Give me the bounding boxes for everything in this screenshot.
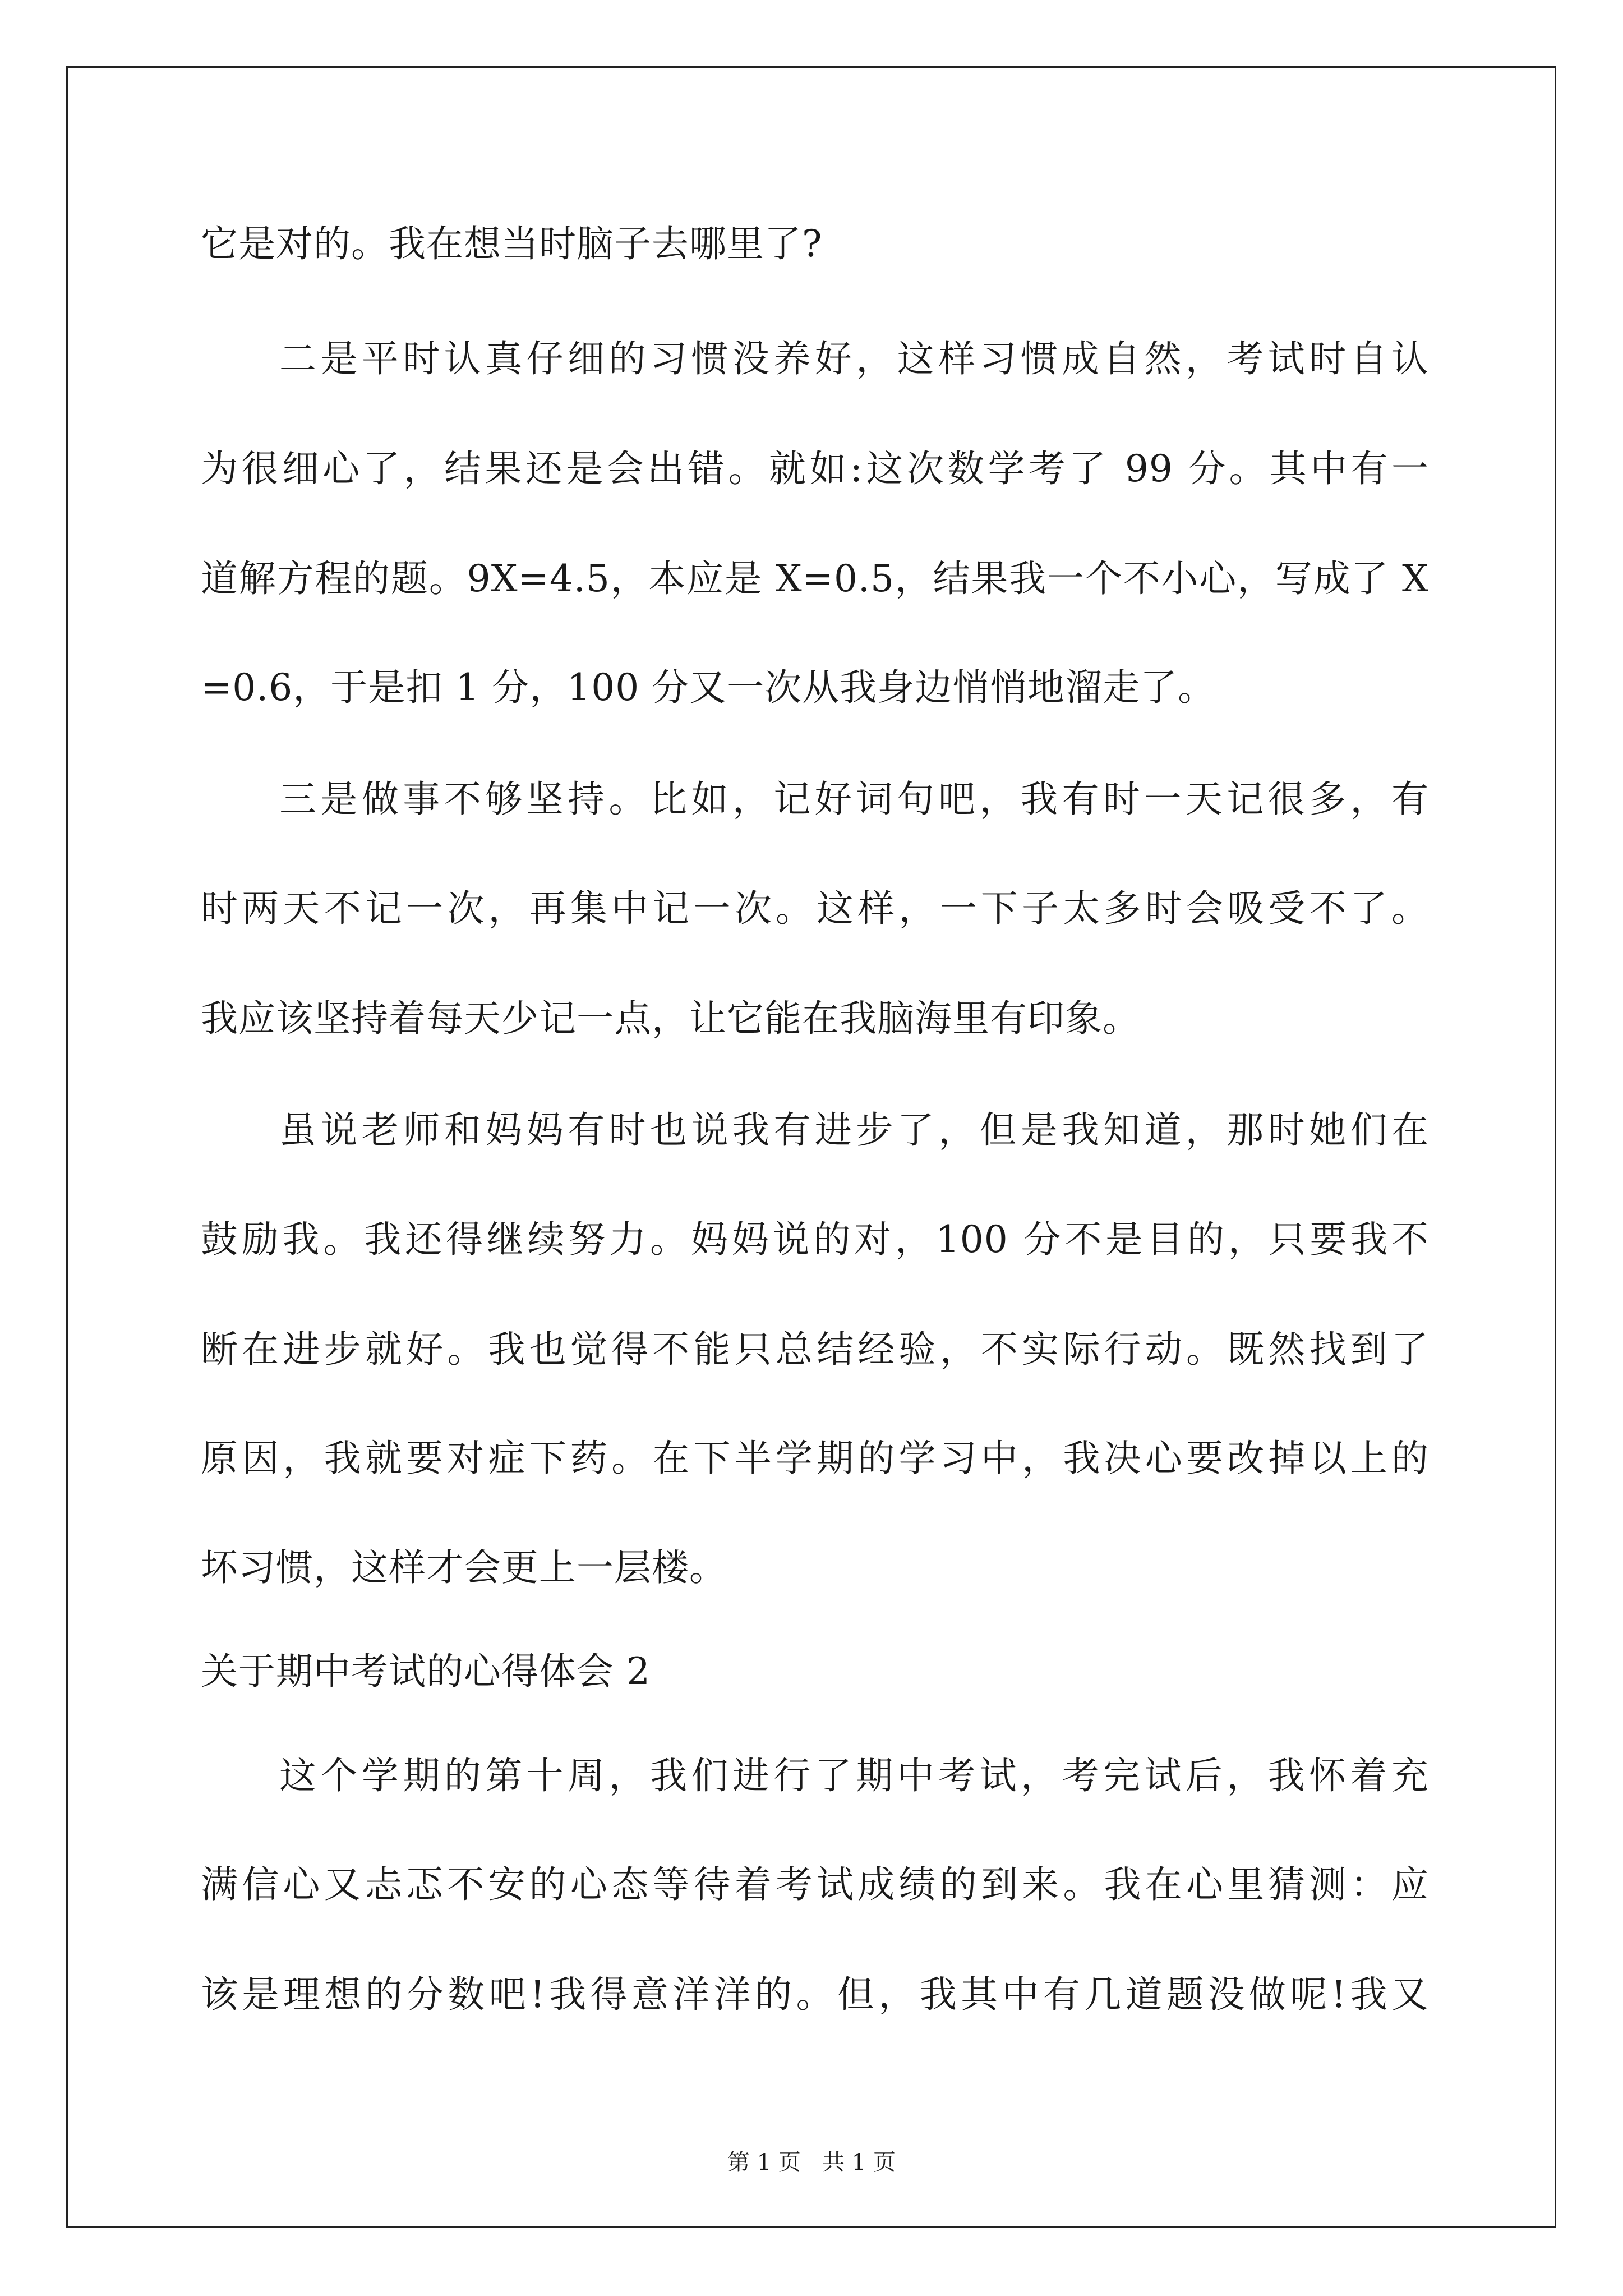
paragraph-line: 二是平时认真仔细的习惯没养好，这样习惯成自然，考试时自认 [279,337,1429,380]
section-heading: 关于期中考试的心得体会 2 [201,1650,651,1693]
text-line: 时两天不记一次，再集中记一次。这样，一下子太多时会吸受不了。 [201,887,1429,930]
text-line: 它是对的。我在想当时脑子去哪里了? [201,222,823,265]
text-line: 满信心又忐忑不安的心态等待着考试成绩的到来。我在心里猜测：应 [201,1863,1429,1906]
text-line: 为很细心了，结果还是会出错。就如:这次数学考了 99 分。其中有一 [201,447,1429,490]
text-line: 鼓励我。我还得继续努力。妈妈说的对，100 分不是目的，只要我不 [201,1218,1429,1261]
page-footer: 第 1 页 共 1 页 [727,2150,896,2175]
text-line: =0.6，于是扣 1 分，100 分又一次从我身边悄悄地溜走了。 [201,666,1216,709]
text-line: 坏习惯，这样才会更上一层楼。 [201,1546,727,1589]
text-line: 该是理想的分数吧!我得意洋洋的。但，我其中有几道题没做呢!我又 [201,1973,1429,2016]
text-line: 我应该坚持着每天少记一点，让它能在我脑海里有印象。 [201,997,1140,1040]
text-line: 原因，我就要对症下药。在下半学期的学习中，我决心要改掉以上的 [201,1437,1429,1480]
paragraph-line: 三是做事不够坚持。比如，记好词句吧，我有时一天记很多，有 [279,777,1429,821]
text-line: 断在进步就好。我也觉得不能只总结经验，不实际行动。既然找到了 [201,1328,1429,1371]
paragraph-line: 这个学期的第十周，我们进行了期中考试，考完试后，我怀着充 [279,1754,1429,1797]
paragraph-line: 虽说老师和妈妈有时也说我有进步了，但是我知道，那时她们在 [279,1108,1429,1152]
text-line: 道解方程的题。9X=4.5，本应是 X=0.5，结果我一个不小心，写成了 X [201,557,1429,600]
